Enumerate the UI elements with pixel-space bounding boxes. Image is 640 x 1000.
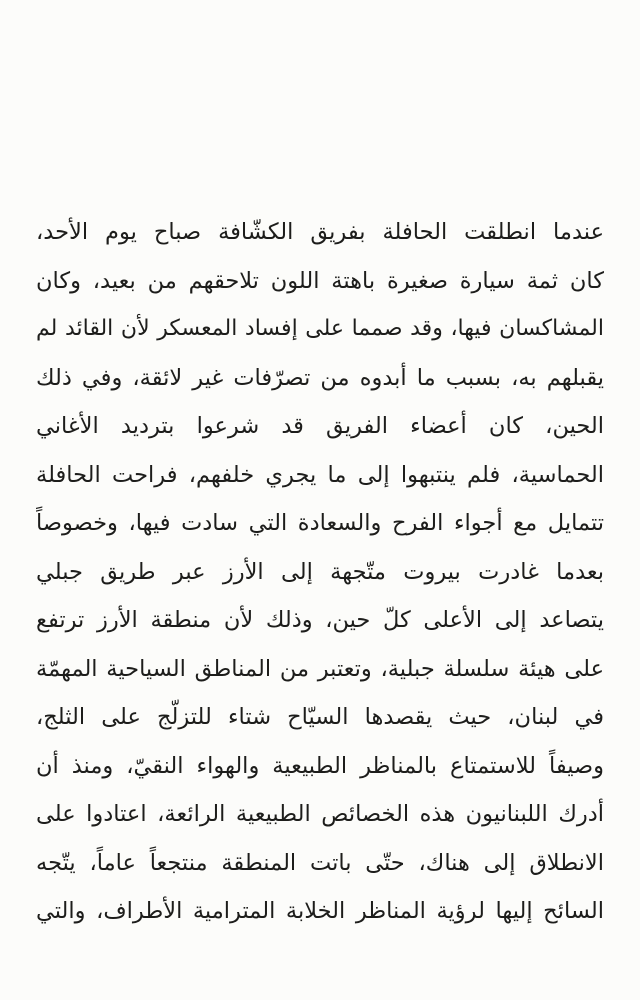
text-line-15: السائح إليها لرؤية المناظر الخلابة المترامية الأطراف، والتي	[36, 898, 604, 924]
text-line-5: الحين، كان أعضاء الفريق قد شرعوا بترديد الأغاني	[36, 413, 604, 439]
text-line-13: أدرك اللبنانيون هذه الخصائص الطبيعية الرائعة، اعتادوا على	[36, 801, 604, 827]
text-line-2: كان ثمة سيارة صغيرة باهتة اللون تلاحقهم من بعيد، وكان	[36, 267, 604, 294]
text-line-6: الحماسية، فلم ينتبهوا إلى ما يجري خلفهم، فراحت الحافلة	[36, 461, 604, 488]
text-line-12: وصيفاً للاستمتاع بالمناظر الطبيعية والهواء النقيّ، ومنذ أن	[36, 752, 604, 779]
text-line-4: يقبلهم به، بسبب ما أبدوه من تصرّفات غير لائقة، وفي ذلك	[36, 364, 604, 391]
text-line-3: المشاكسان فيها، وقد صمما على إفساد المعسكر لأن القائد لم	[36, 316, 604, 341]
text-line-11: في لبنان، حيث يقصدها السيّاح شتاء للتزلّج على الثلج،	[36, 704, 604, 730]
text-line-9: يتصاعد إلى الأعلى كلّ حين، وذلك لأن منطقة الأرز ترتفع	[36, 607, 604, 633]
body-text	[36, 208, 604, 936]
text-line-7: تتمايل مع أجواء الفرح والسعادة التي سادت فيها، وخصوصاً	[36, 510, 604, 536]
text-line-8: بعدما غادرت بيروت متّجهة إلى الأرز عبر طريق جبلي	[36, 558, 604, 585]
text-line-1: عندما انطلقت الحافلة بفريق الكشّافة صباح يوم الأحد،	[36, 219, 604, 245]
text-line-14: الانطلاق إلى هناك، حتّى باتت المنطقة منتجعاً عاماً، يتّجه	[36, 849, 604, 876]
text-line-10: على هيئة سلسلة جبلية، وتعتبر من المناطق السياحية المهمّة	[36, 655, 604, 682]
